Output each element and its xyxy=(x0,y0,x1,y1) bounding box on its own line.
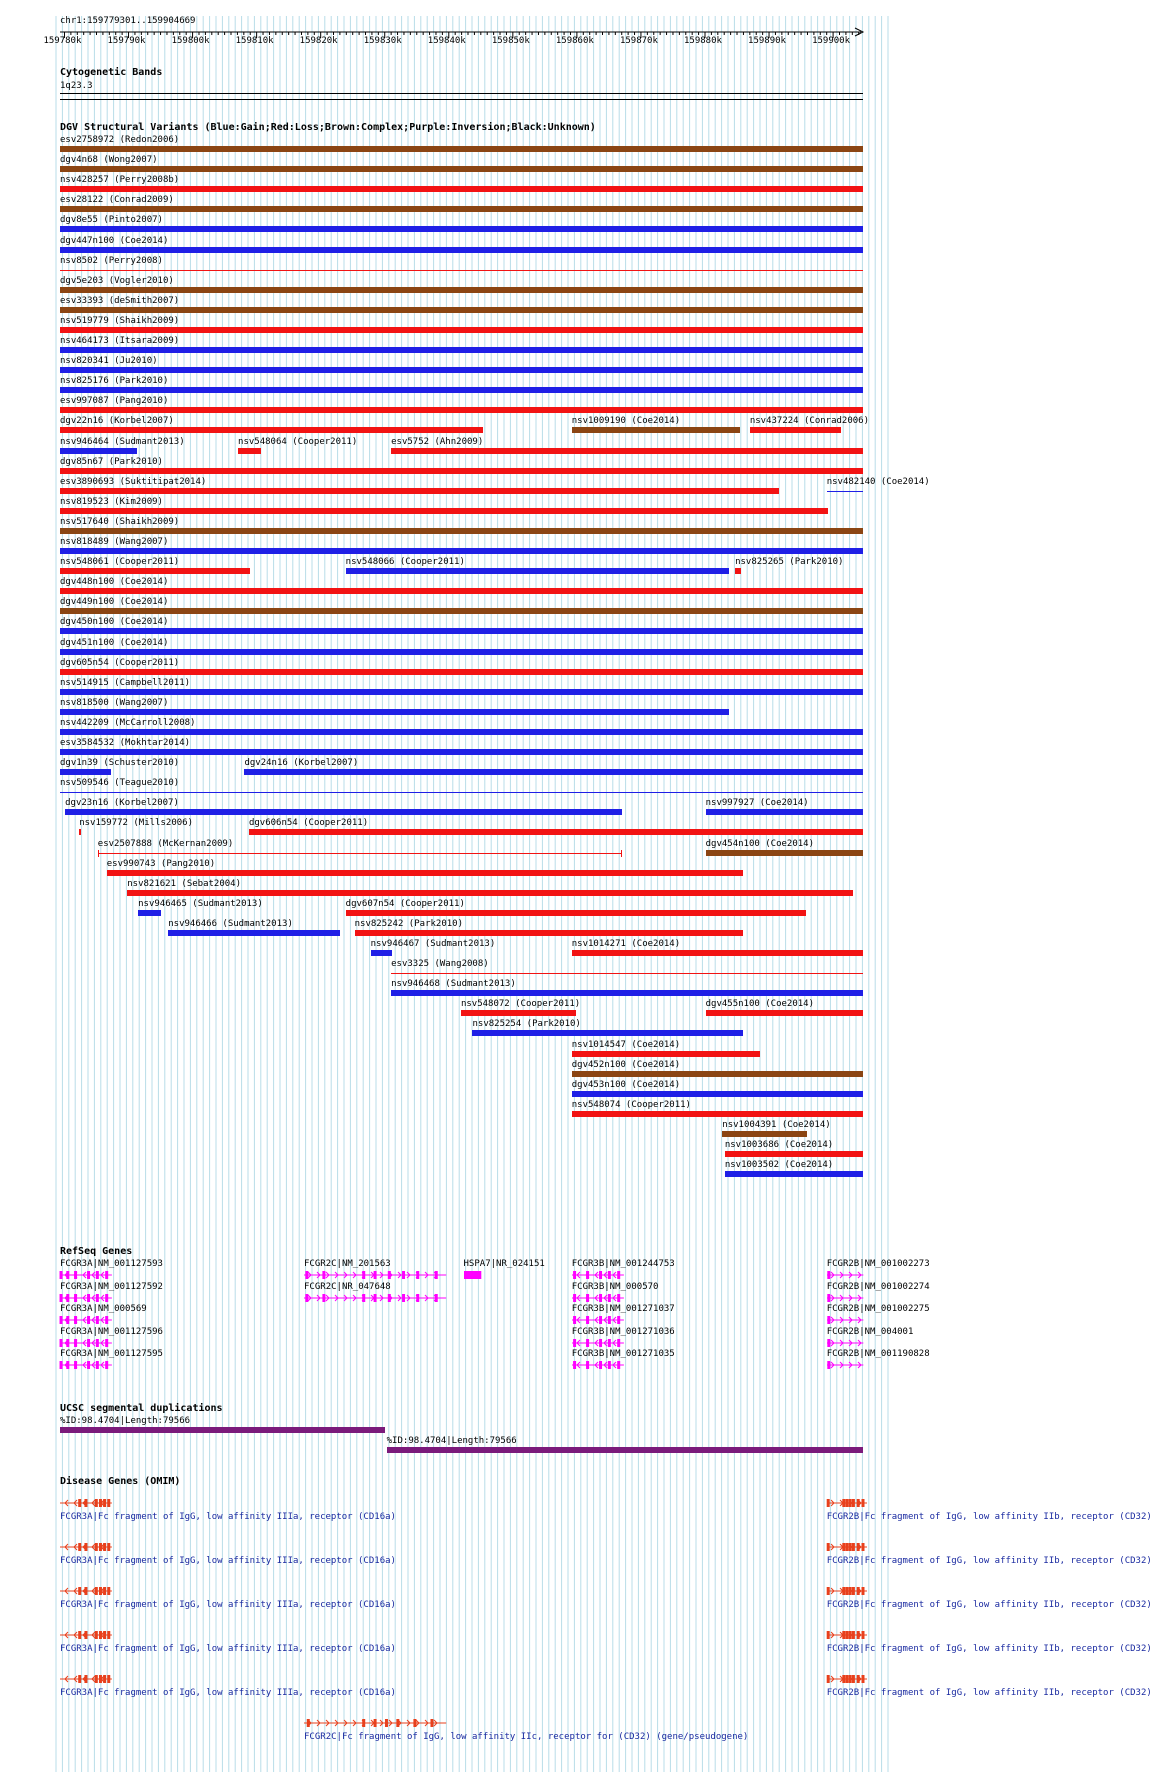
variant-bar-complex[interactable] xyxy=(572,1071,863,1077)
variant-bar-loss[interactable] xyxy=(461,1010,576,1016)
variant-label[interactable]: nsv1014271 (Coe2014) xyxy=(571,939,681,949)
variant-bar-gain[interactable] xyxy=(60,769,111,775)
variant-label[interactable]: dgv448n100 (Coe2014) xyxy=(60,577,169,588)
refseq-gene-label[interactable]: FCGR2B|NM_001002275 xyxy=(826,1304,930,1314)
refseq-gene-label[interactable]: FCGR3A|NM_001127593 xyxy=(60,1259,163,1269)
variant-bar-gain[interactable] xyxy=(65,809,622,815)
refseq-gene-label[interactable]: FCGR3B|NM_001271037 xyxy=(571,1304,675,1314)
variant-label[interactable]: nsv464173 (Itsara2009) xyxy=(60,336,180,346)
variant-label[interactable]: dgv451n100 (Coe2014) xyxy=(60,637,169,648)
variant-label[interactable]: esv5752 (Ahn2009) xyxy=(391,436,484,447)
variant-end-cap xyxy=(98,850,99,857)
variant-label[interactable]: nsv548074 (Cooper2011) xyxy=(571,1099,691,1110)
variant-bar-loss[interactable] xyxy=(572,950,863,956)
refseq-gene-label[interactable]: FCGR2C|NM_201563 xyxy=(304,1259,391,1269)
omim-gene-label[interactable]: FCGR2B|Fc fragment of IgG, low affinity IIb, receptor (CD32) xyxy=(826,1688,1152,1698)
refseq-gene-label[interactable]: FCGR2B|NM_001002273 xyxy=(826,1259,930,1269)
variant-label[interactable]: nsv820341 (Ju2010) xyxy=(60,356,158,367)
variant-label[interactable]: nsv514915 (Campbell2011) xyxy=(60,677,191,688)
variant-bar-gain[interactable] xyxy=(168,930,340,936)
omim-gene-glyph[interactable] xyxy=(57,1629,115,1641)
variant-label[interactable]: dgv8e55 (Pinto2007) xyxy=(60,215,163,226)
variant-label[interactable]: nsv818489 (Wang2007) xyxy=(60,537,169,547)
omim-gene-label[interactable]: FCGR3A|Fc fragment of IgG, low affinity IIIa, receptor (CD16a) xyxy=(60,1688,396,1698)
variant-bar-loss[interactable] xyxy=(60,588,863,594)
variant-bar-gain[interactable] xyxy=(346,568,729,574)
variant-label[interactable]: nsv1014547 (Coe2014) xyxy=(571,1039,681,1050)
variant-label[interactable]: esv33393 (deSmith2007) xyxy=(60,295,180,306)
variant-bar-gain[interactable] xyxy=(60,749,863,755)
variant-label[interactable]: dgv450n100 (Coe2014) xyxy=(60,617,169,628)
variant-label[interactable]: dgv85n67 (Park2010) xyxy=(60,456,163,467)
variant-label[interactable]: nsv1003686 (Coe2014) xyxy=(724,1140,834,1150)
variant-label[interactable]: esv990743 (Pang2010) xyxy=(106,858,216,869)
refseq-track-title: RefSeq Genes xyxy=(60,1246,133,1257)
ruler-tick-label: 159890k xyxy=(748,36,786,46)
variant-bar-complex[interactable] xyxy=(572,427,740,433)
refseq-gene-label[interactable]: FCGR2C|NR_047648 xyxy=(304,1281,391,1292)
refseq-gene-glyph[interactable] xyxy=(824,1269,866,1281)
variant-label[interactable]: dgv449n100 (Coe2014) xyxy=(60,597,169,608)
variant-bar-gain[interactable] xyxy=(827,491,863,492)
segdup-label[interactable]: %ID:98.4704|Length:79566 xyxy=(60,1416,191,1426)
variant-bar-loss[interactable] xyxy=(79,829,81,835)
variant-bar-loss[interactable] xyxy=(60,407,863,413)
omim-gene-glyph[interactable] xyxy=(57,1673,115,1685)
refseq-gene-label[interactable]: FCGR3B|NM_001271036 xyxy=(571,1326,675,1337)
omim-gene-label[interactable]: FCGR2B|Fc fragment of IgG, low affinity IIb, receptor (CD32) xyxy=(826,1644,1152,1654)
refseq-gene-glyph[interactable] xyxy=(824,1359,866,1371)
ruler-tick-label: 159810k xyxy=(235,36,274,46)
variant-label[interactable]: esv3584532 (Mokhtar2014) xyxy=(60,738,191,748)
ruler-tick-label: 159850k xyxy=(491,36,530,46)
variant-bar-loss[interactable] xyxy=(391,448,863,454)
variant-label[interactable]: esv2758972 (Redon2006) xyxy=(60,135,180,145)
variant-label[interactable]: dgv605n54 (Cooper2011) xyxy=(60,657,180,668)
omim-gene-label[interactable]: FCGR2B|Fc fragment of IgG, low affinity IIb, receptor (CD32) xyxy=(826,1512,1152,1522)
variant-bar-loss[interactable] xyxy=(107,870,743,876)
ruler-tick-label: 159800k xyxy=(171,36,210,46)
variant-bar-loss[interactable] xyxy=(60,568,250,574)
refseq-gene-glyph[interactable] xyxy=(461,1269,484,1281)
omim-track-title: Disease Genes (OMIM) xyxy=(60,1476,181,1487)
omim-gene-glyph[interactable] xyxy=(57,1585,115,1597)
variant-label[interactable]: dgv453n100 (Coe2014) xyxy=(571,1079,681,1090)
location-label: chr1:159779301..159904669 xyxy=(60,16,196,26)
cytoband-track-title: Cytogenetic Bands xyxy=(60,67,163,78)
variant-bar-loss[interactable] xyxy=(355,930,743,936)
variant-label[interactable]: nsv509546 (Teague2010) xyxy=(60,778,180,789)
refseq-gene-glyph[interactable] xyxy=(301,1269,449,1281)
omim-gene-label[interactable]: FCGR3A|Fc fragment of IgG, low affinity IIIa, receptor (CD16a) xyxy=(60,1600,396,1610)
variant-label[interactable]: nsv818500 (Wang2007) xyxy=(60,697,169,708)
refseq-gene-glyph[interactable] xyxy=(57,1292,115,1304)
refseq-gene-glyph[interactable] xyxy=(57,1314,115,1326)
refseq-gene-label[interactable]: HSPA7|NR_024151 xyxy=(463,1259,545,1269)
variant-label[interactable]: dgv447n100 (Coe2014) xyxy=(60,235,169,246)
refseq-gene-glyph[interactable] xyxy=(824,1337,866,1349)
refseq-gene-glyph[interactable] xyxy=(569,1292,627,1304)
variant-bar-loss[interactable] xyxy=(249,829,863,835)
refseq-gene-label[interactable]: FCGR2B|NM_001002274 xyxy=(826,1281,930,1292)
variant-bar-loss[interactable] xyxy=(60,186,863,192)
variant-label[interactable]: nsv442209 (McCarroll2008) xyxy=(60,717,196,728)
variant-bar-gain[interactable] xyxy=(60,247,863,253)
variant-bar-gain[interactable] xyxy=(706,809,863,815)
variant-bar-complex[interactable] xyxy=(722,1131,807,1137)
variant-label[interactable]: nsv517640 (Shaikh2009) xyxy=(60,516,180,527)
variant-label[interactable]: nsv1009190 (Coe2014) xyxy=(571,416,681,427)
ruler-tick-label: 159780k xyxy=(43,36,82,46)
variant-bar-loss[interactable] xyxy=(60,270,863,271)
variant-bar-gain[interactable] xyxy=(60,226,863,232)
variant-bar-loss[interactable] xyxy=(98,853,623,854)
variant-bar-gain[interactable] xyxy=(244,769,863,775)
variant-label[interactable]: nsv825242 (Park2010) xyxy=(354,918,463,929)
omim-gene-label[interactable]: FCGR2B|Fc fragment of IgG, low affinity IIb, receptor (CD32) xyxy=(826,1600,1152,1610)
variant-bar-gain[interactable] xyxy=(391,990,863,996)
variant-label[interactable]: dgv454n100 (Coe2014) xyxy=(705,838,814,849)
variant-label[interactable]: nsv946468 (Sudmant2013) xyxy=(391,979,516,990)
variant-label[interactable]: nsv8502 (Perry2008) xyxy=(60,255,163,266)
variant-label[interactable]: dgv606n54 (Cooper2011) xyxy=(248,818,369,829)
variant-label[interactable]: dgv607n54 (Cooper2011) xyxy=(345,898,465,909)
omim-gene-label[interactable]: FCGR3A|Fc fragment of IgG, low affinity IIIa, receptor (CD16a) xyxy=(60,1512,396,1522)
ruler-tick-label: 159830k xyxy=(363,36,402,46)
variant-label[interactable]: nsv1004391 (Coe2014) xyxy=(722,1119,831,1130)
variant-label[interactable]: dgv1n39 (Schuster2010) xyxy=(60,758,180,769)
refseq-gene-label[interactable]: FCGR3B|NM_001244753 xyxy=(571,1259,675,1269)
omim-gene-label[interactable]: FCGR2B|Fc fragment of IgG, low affinity IIb, receptor (CD32) xyxy=(826,1556,1152,1566)
refseq-gene-glyph[interactable] xyxy=(569,1269,627,1281)
refseq-gene-label[interactable]: FCGR3A|NM_001127596 xyxy=(60,1326,163,1337)
variant-bar-loss[interactable] xyxy=(735,568,741,574)
refseq-gene-glyph[interactable] xyxy=(569,1359,627,1371)
refseq-gene-glyph[interactable] xyxy=(301,1292,449,1304)
refseq-gene-glyph[interactable] xyxy=(569,1337,627,1349)
variant-bar-loss[interactable] xyxy=(706,1010,863,1016)
variant-bar-gain[interactable] xyxy=(572,1091,863,1097)
variant-bar-complex[interactable] xyxy=(706,850,863,856)
omim-gene-glyph[interactable] xyxy=(824,1673,870,1685)
variant-label[interactable]: nsv482140 (Coe2014) xyxy=(826,476,930,487)
variant-bar-gain[interactable] xyxy=(371,950,393,956)
refseq-gene-label[interactable]: FCGR3B|NM_001271035 xyxy=(571,1349,675,1359)
variant-label[interactable]: esv2507888 (McKernan2009) xyxy=(97,838,234,849)
variant-bar-loss[interactable] xyxy=(60,508,828,514)
variant-label[interactable]: nsv428257 (Perry2008b) xyxy=(60,175,180,186)
omim-gene-glyph[interactable] xyxy=(301,1717,449,1729)
variant-label[interactable]: dgv24n16 (Korbel2007) xyxy=(244,758,359,769)
variant-label[interactable]: nsv825254 (Park2010) xyxy=(472,1019,581,1030)
variant-label[interactable]: esv3890693 (Suktitipat2014) xyxy=(60,476,207,487)
variant-label[interactable]: nsv548064 (Cooper2011) xyxy=(238,436,358,447)
variant-label[interactable]: dgv4n68 (Wong2007) xyxy=(60,155,158,166)
cytoband-label: 1q23.3 xyxy=(60,81,93,91)
refseq-gene-glyph[interactable] xyxy=(824,1292,866,1304)
variant-bar-loss[interactable] xyxy=(391,973,863,974)
variant-bar-gain[interactable] xyxy=(60,649,863,655)
variant-bar-loss[interactable] xyxy=(238,448,261,454)
variant-bar-complex[interactable] xyxy=(60,146,863,152)
variant-bar-gain[interactable] xyxy=(60,729,863,735)
variant-label[interactable]: nsv519779 (Shaikh2009) xyxy=(60,315,180,326)
variant-label[interactable]: esv3325 (Wang2008) xyxy=(391,959,489,970)
variant-bar-loss[interactable] xyxy=(572,1051,760,1057)
variant-label[interactable]: dgv5e203 (Vogler2010) xyxy=(60,275,174,286)
variant-label[interactable]: dgv452n100 (Coe2014) xyxy=(571,1059,681,1070)
variant-label[interactable]: nsv997927 (Coe2014) xyxy=(705,798,809,809)
variant-bar-gain[interactable] xyxy=(60,628,863,634)
refseq-gene-glyph[interactable] xyxy=(57,1269,115,1281)
variant-label[interactable]: nsv819523 (Kim2009) xyxy=(60,496,163,507)
refseq-gene-label[interactable]: FCGR2B|NM_001190828 xyxy=(826,1349,930,1359)
variant-label[interactable]: nsv1003502 (Coe2014) xyxy=(724,1160,834,1171)
variant-label[interactable]: nsv946466 (Sudmant2013) xyxy=(168,918,293,929)
variant-bar-gain[interactable] xyxy=(60,387,863,393)
ruler-tick-label: 159860k xyxy=(555,36,594,46)
omim-gene-glyph[interactable] xyxy=(824,1629,870,1641)
refseq-gene-glyph[interactable] xyxy=(57,1337,115,1349)
variant-bar-gain[interactable] xyxy=(60,689,863,695)
segdup-track-title: UCSC segmental duplications xyxy=(60,1403,223,1414)
variant-label[interactable]: nsv437224 (Conrad2006) xyxy=(749,416,870,427)
variant-bar-loss[interactable] xyxy=(750,427,841,433)
refseq-gene-label[interactable]: FCGR3B|NM_000570 xyxy=(571,1281,659,1292)
variant-label[interactable]: nsv825265 (Park2010) xyxy=(735,557,844,568)
variant-bar-loss[interactable] xyxy=(346,910,806,916)
variant-label[interactable]: nsv159772 (Mills2006) xyxy=(79,818,193,829)
variant-bar-loss[interactable] xyxy=(60,427,483,433)
omim-gene-label[interactable]: FCGR2C|Fc fragment of IgG, low affinity IIc, receptor for (CD32) (gene/pseudogene) xyxy=(304,1732,749,1742)
variant-bar-gain[interactable] xyxy=(60,548,863,554)
variant-label[interactable]: nsv821621 (Sebat2004) xyxy=(127,878,242,889)
variant-label[interactable]: esv28122 (Conrad2009) xyxy=(60,195,174,206)
ruler-tick-label: 159870k xyxy=(619,36,658,46)
variant-bar-loss[interactable] xyxy=(572,1111,863,1117)
variant-bar-loss[interactable] xyxy=(60,468,863,474)
refseq-gene-label[interactable]: FCGR3A|NM_001127595 xyxy=(60,1349,163,1359)
ruler-tick-label: 159840k xyxy=(427,36,466,46)
variant-bar-loss[interactable] xyxy=(725,1151,863,1157)
ruler-tick-label: 159820k xyxy=(299,36,338,46)
section-divider xyxy=(60,99,863,100)
variant-bar-complex[interactable] xyxy=(60,287,863,293)
cytoband-line xyxy=(60,93,863,94)
variant-bar-loss[interactable] xyxy=(60,488,779,494)
segdup-bar[interactable] xyxy=(387,1447,863,1453)
omim-gene-glyph[interactable] xyxy=(57,1541,115,1553)
segdup-bar[interactable] xyxy=(60,1427,385,1433)
refseq-gene-label[interactable]: FCGR2B|NM_004001 xyxy=(826,1326,914,1337)
variant-bar-gain[interactable] xyxy=(60,792,863,793)
omim-gene-glyph[interactable] xyxy=(824,1585,870,1597)
ruler-tick-label: 159880k xyxy=(683,36,722,46)
variant-bar-complex[interactable] xyxy=(60,528,863,534)
variant-bar-gain[interactable] xyxy=(472,1030,742,1036)
variant-bar-gain[interactable] xyxy=(60,367,863,373)
variant-bar-loss[interactable] xyxy=(60,327,863,333)
refseq-gene-glyph[interactable] xyxy=(824,1314,866,1326)
variant-label[interactable]: dgv455n100 (Coe2014) xyxy=(705,999,814,1010)
variant-bar-gain[interactable] xyxy=(725,1171,863,1177)
variant-bar-gain[interactable] xyxy=(60,347,863,353)
omim-gene-glyph[interactable] xyxy=(57,1497,115,1509)
dgv-track-title: DGV Structural Variants (Blue:Gain;Red:Loss;Brown:Complex;Purple:Inversion;Black:Unknown) xyxy=(60,122,596,133)
variant-bar-loss[interactable] xyxy=(127,890,853,896)
variant-bar-gain[interactable] xyxy=(60,448,137,454)
omim-gene-label[interactable]: FCGR3A|Fc fragment of IgG, low affinity IIIa, receptor (CD16a) xyxy=(60,1644,396,1654)
refseq-gene-glyph[interactable] xyxy=(569,1314,627,1326)
variant-label[interactable]: esv997087 (Pang2010) xyxy=(60,396,169,407)
variant-label[interactable]: nsv825176 (Park2010) xyxy=(60,376,169,387)
ruler-tick-label: 159790k xyxy=(107,36,146,46)
refseq-gene-label[interactable]: FCGR3A|NM_001127592 xyxy=(60,1281,163,1292)
variant-label[interactable]: nsv946464 (Sudmant2013) xyxy=(60,436,185,447)
refseq-gene-glyph[interactable] xyxy=(57,1359,115,1371)
refseq-gene-label[interactable]: FCGR3A|NM_000569 xyxy=(60,1304,147,1314)
variant-label[interactable]: dgv22n16 (Korbel2007) xyxy=(60,416,174,427)
variant-bar-gain[interactable] xyxy=(60,709,729,715)
variant-bar-complex[interactable] xyxy=(60,166,863,172)
variant-bar-complex[interactable] xyxy=(60,608,863,614)
variant-bar-complex[interactable] xyxy=(60,206,863,212)
omim-gene-glyph[interactable] xyxy=(824,1541,870,1553)
variant-label[interactable]: nsv548061 (Cooper2011) xyxy=(60,557,180,568)
variant-bar-loss[interactable] xyxy=(60,669,863,675)
variant-end-cap xyxy=(621,850,622,857)
ruler-tick-label: 159900k xyxy=(812,36,851,46)
variant-label[interactable]: dgv23n16 (Korbel2007) xyxy=(65,798,179,809)
variant-bar-complex[interactable] xyxy=(60,307,863,313)
variant-label[interactable]: nsv548072 (Cooper2011) xyxy=(460,999,581,1010)
variant-label[interactable]: nsv548066 (Cooper2011) xyxy=(345,557,465,568)
variant-bar-gain[interactable] xyxy=(138,910,161,916)
variant-label[interactable]: nsv946467 (Sudmant2013) xyxy=(370,939,496,949)
variant-label[interactable]: nsv946465 (Sudmant2013) xyxy=(138,898,263,909)
omim-gene-label[interactable]: FCGR3A|Fc fragment of IgG, low affinity IIIa, receptor (CD16a) xyxy=(60,1556,396,1566)
segdup-label[interactable]: %ID:98.4704|Length:79566 xyxy=(386,1436,517,1446)
omim-gene-glyph[interactable] xyxy=(824,1497,870,1509)
